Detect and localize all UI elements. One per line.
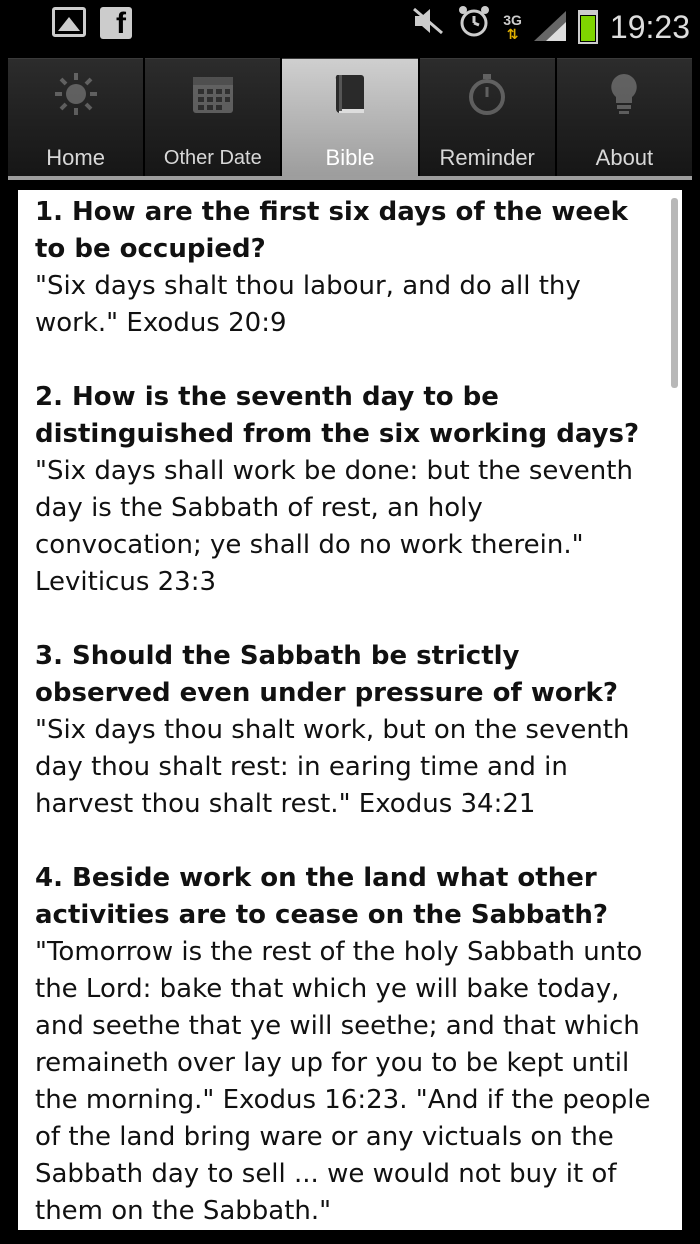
battery-icon	[578, 10, 598, 44]
status-time: 19:23	[609, 8, 690, 45]
question: 2. How is the seventh day to be distinguished from the six working days?	[35, 382, 640, 449]
bible-text	[18, 190, 682, 1230]
scrollbar[interactable]	[671, 198, 678, 388]
tab-label: About	[595, 145, 654, 170]
stopwatch-icon	[464, 71, 510, 117]
tab-home[interactable]	[8, 58, 143, 176]
book-icon	[327, 71, 373, 117]
sun-icon	[53, 71, 99, 117]
answer: "Tomorrow is the rest of the holy Sabbath unto the Lord: bake that which ye will bake today, and seethe that ye will seethe; and that which remaineth over lay up for you to be kept until the morning." Exodus 16:23. "And if the people of the land bring ware or any victuals on the Sabbath day to sell ... we would not buy it of them on the Sabbath."	[35, 937, 651, 1226]
status-bar-system	[411, 4, 690, 49]
answer: "Six days thou shalt work, but on the seventh day thou shalt rest: in earing time and in harvest thou shalt rest." Exodus 34:21	[35, 715, 630, 819]
qa-item	[35, 379, 656, 601]
question: 3. Should the Sabbath be strictly observed even under pressure of work?	[35, 641, 618, 708]
status-bar	[0, 0, 700, 50]
tab-label: Bible	[325, 145, 375, 170]
answer: "Six days shall work be done: but the seventh day is the Sabbath of rest, an holy convocation; ye shall do no work therein." Leviticus 23:3	[35, 456, 633, 597]
qa-item	[35, 860, 656, 1230]
network-3g-icon: 3G ⇅	[503, 11, 522, 42]
bible-content-panel[interactable]	[18, 190, 682, 1230]
alarm-icon	[457, 4, 491, 49]
gallery-icon	[52, 7, 86, 37]
lightbulb-icon	[601, 71, 647, 117]
tab-label: Other Date	[163, 147, 262, 169]
facebook-icon: f	[100, 7, 132, 39]
tab-label: Reminder	[439, 145, 535, 170]
tab-other-date[interactable]	[145, 58, 280, 176]
tab-bible[interactable]	[282, 58, 417, 176]
answer: "Six days shalt thou labour, and do all thy work." Exodus 20:9	[35, 271, 581, 338]
qa-item	[35, 194, 656, 342]
question: 4. Beside work on the land what other activities are to cease on the Sabbath?	[35, 863, 608, 930]
question: 1. How are the first six days of the week to be occupied?	[35, 197, 628, 264]
tab-bar	[8, 58, 692, 176]
status-bar-notifications	[52, 7, 132, 39]
tab-label: Home	[46, 145, 105, 170]
calendar-icon	[190, 71, 236, 117]
mute-icon	[411, 6, 445, 47]
signal-icon	[534, 11, 566, 43]
qa-item	[35, 638, 656, 823]
tab-about[interactable]	[557, 58, 692, 176]
tab-underline	[8, 176, 692, 180]
tab-reminder[interactable]	[420, 58, 555, 176]
